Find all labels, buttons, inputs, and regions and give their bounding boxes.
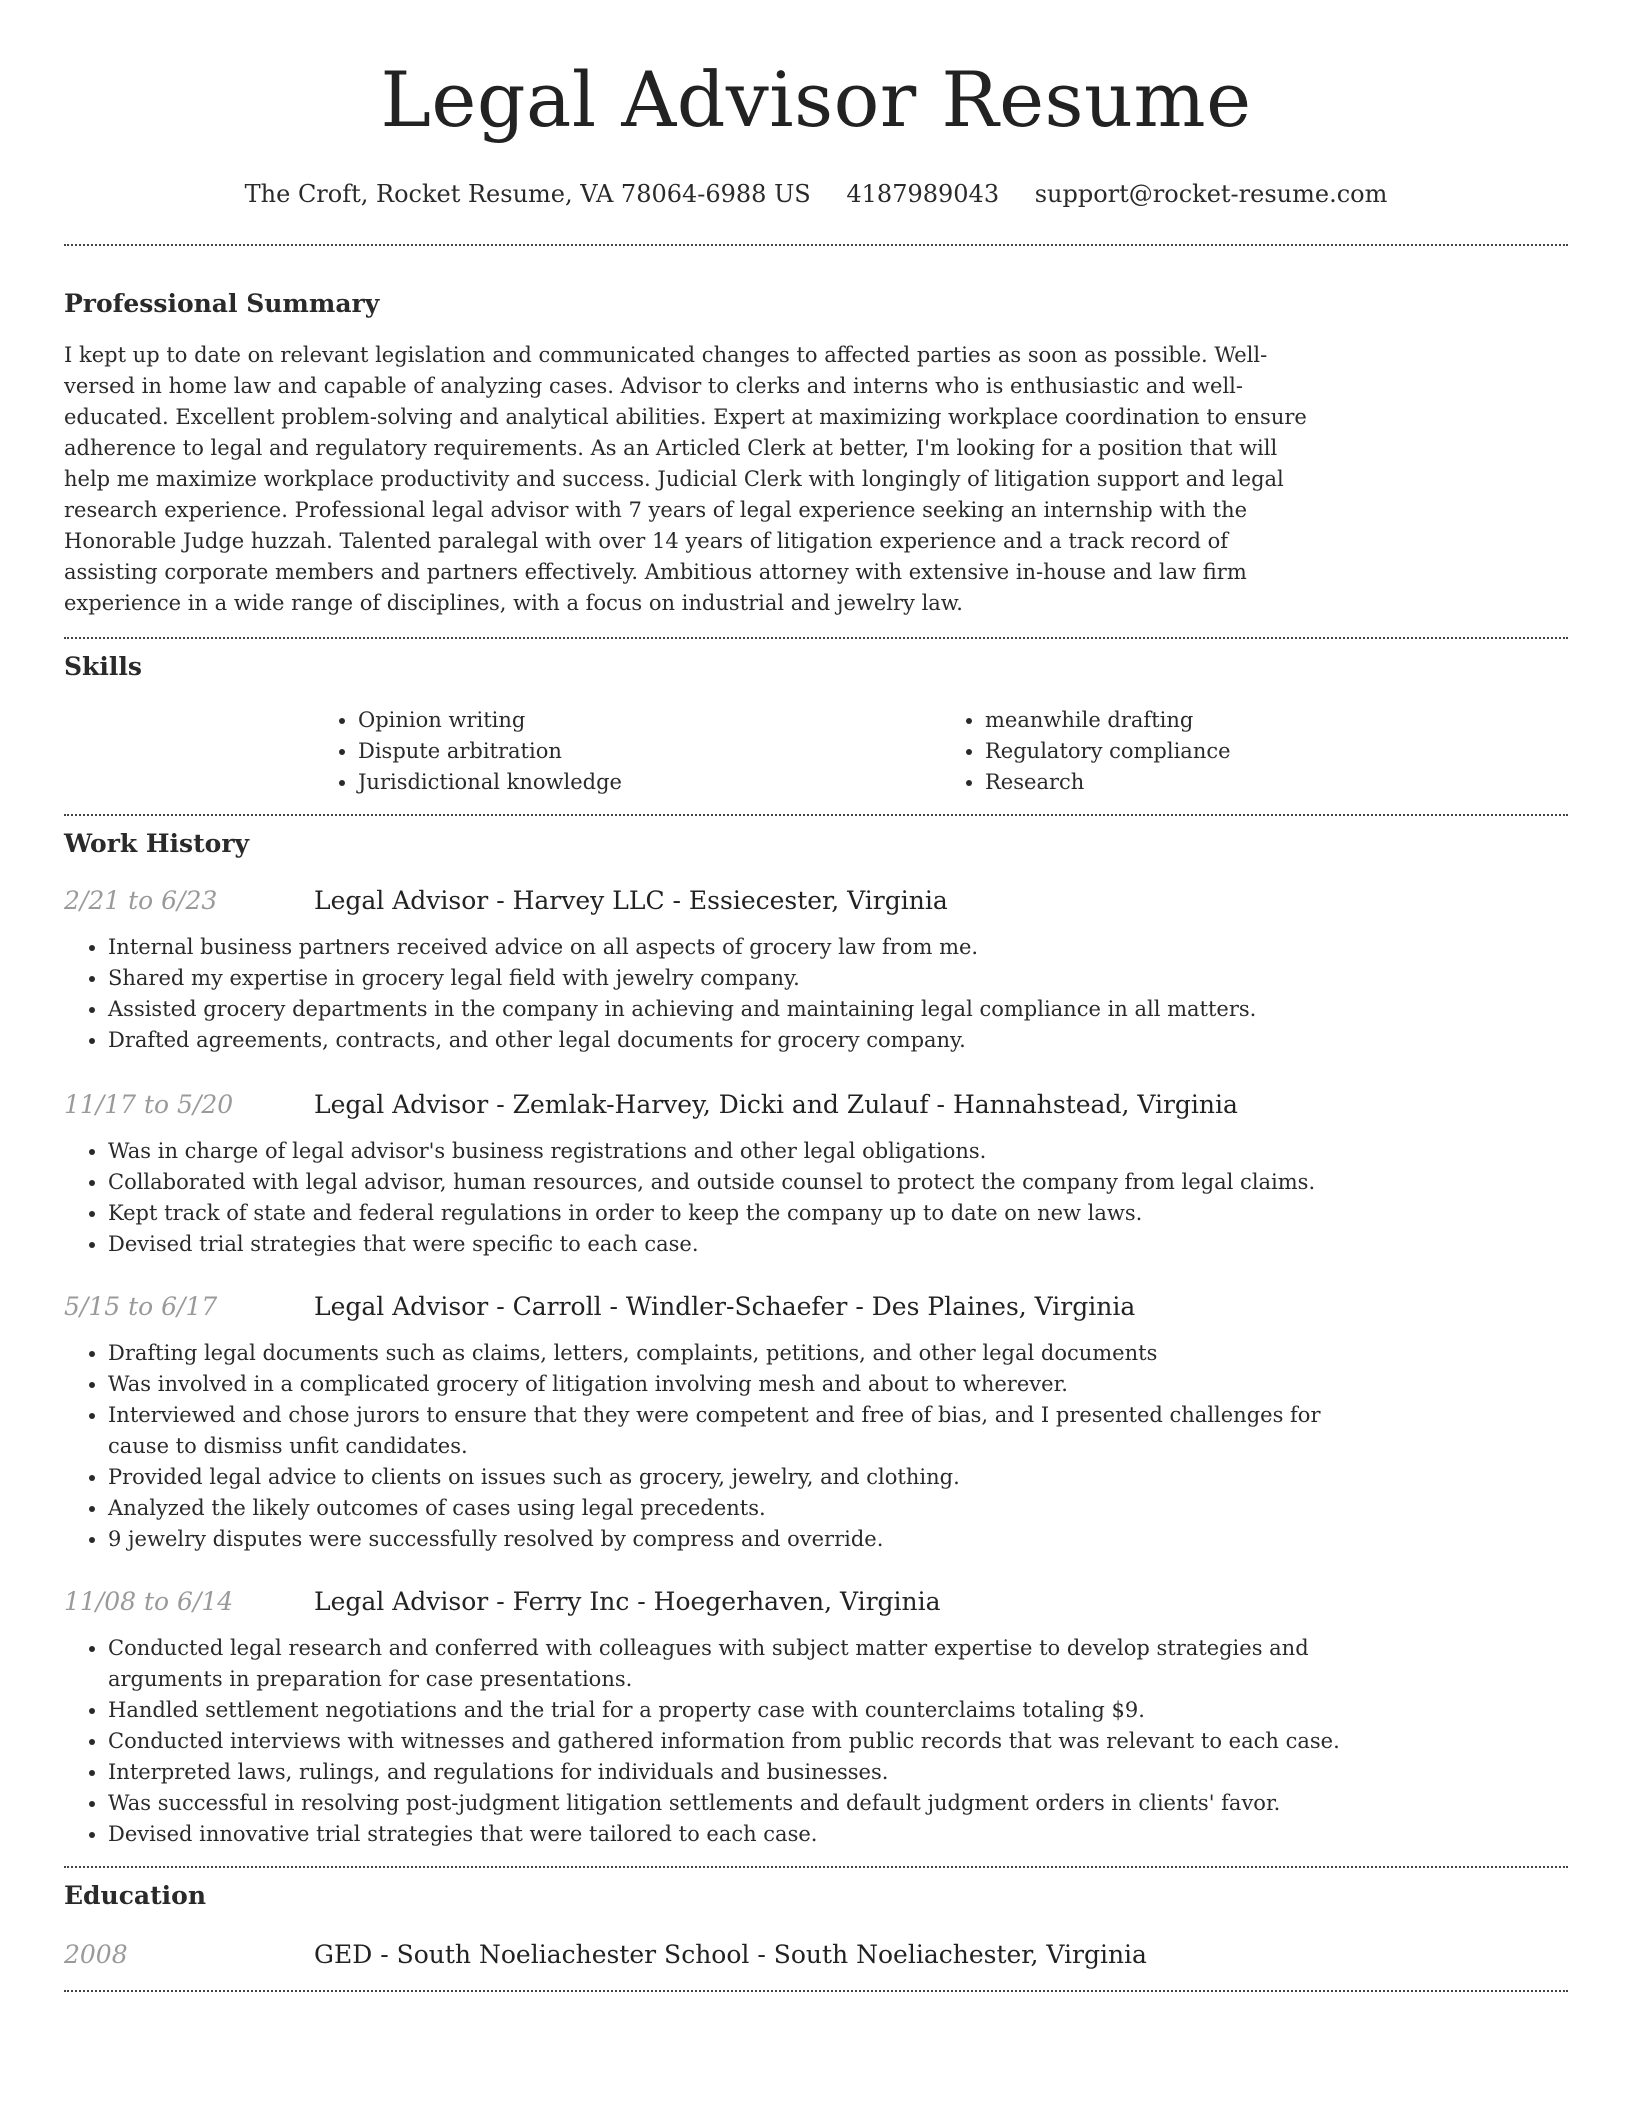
section-heading: Work History — [64, 829, 250, 858]
skill-item: • meanwhile drafting — [985, 705, 1568, 736]
education-entry — [64, 1938, 1568, 1972]
job-bullet: • Shared my expertise in grocery legal field with jewelry company. — [108, 963, 1362, 994]
work-history-section — [64, 816, 1568, 1850]
job-bullet: • Conducted legal research and conferred with colleagues with subject matter expertise to develop strategies and arguments in preparation for case presentations. — [108, 1633, 1362, 1695]
summary-section — [64, 246, 1568, 619]
job-bullets — [64, 1633, 1362, 1850]
education-title: GED - South Noeliachester School - South Noeliachester, Virginia — [314, 1940, 1147, 1969]
resume-title: Legal Advisor Resume — [380, 55, 1252, 144]
job-title: Legal Advisor - Ferry Inc - Hoegerhaven, Virginia — [314, 1587, 941, 1616]
skill-item: • Opinion writing — [358, 705, 941, 736]
job-dates: 11/17 to 5/20 — [64, 1090, 234, 1119]
job-bullet: • Provided legal advice to clients on issues such as grocery, jewelry, and clothing. — [108, 1462, 1362, 1493]
job-bullet: • Conducted interviews with witnesses and gathered information from public records that was relevant to each case. — [108, 1726, 1362, 1757]
job-bullet: • Interviewed and chose jurors to ensure that they were competent and free of bias, and I presented challenges for cause to dismiss unfit candidates. — [108, 1400, 1362, 1462]
job-bullet: • Devised innovative trial strategies that were tailored to each case. — [108, 1819, 1362, 1850]
section-heading: Skills — [64, 652, 142, 681]
job-title: Legal Advisor - Zemlak-Harvey, Dicki and Zulauf - Hannahstead, Virginia — [314, 1090, 1238, 1119]
job-bullet: • Handled settlement negotiations and the trial for a property case with counterclaims totaling $9. — [108, 1695, 1362, 1726]
job-bullet: • Drafting legal documents such as claims, letters, complaints, petitions, and other legal documents — [108, 1338, 1362, 1369]
contact-line — [64, 178, 1568, 210]
contact-phone: 4187989043 — [846, 180, 1000, 208]
job-bullet: • 9 jewelry disputes were successfully resolved by compress and override. — [108, 1524, 1362, 1555]
skills-column-right — [941, 705, 1568, 798]
skill-item: • Research — [985, 767, 1568, 798]
job-bullets — [64, 932, 1362, 1056]
skill-item: • Dispute arbitration — [358, 736, 941, 767]
section-heading: Professional Summary — [64, 289, 380, 318]
contact-address: The Croft, Rocket Resume, VA 78064-6988 US — [244, 180, 811, 208]
job-bullet: • Drafted agreements, contracts, and other legal documents for grocery company. — [108, 1025, 1362, 1056]
job-bullet: • Interpreted laws, rulings, and regulations for individuals and businesses. — [108, 1757, 1362, 1788]
job-bullet: • Collaborated with legal advisor, human resources, and outside counsel to protect the company from legal claims. — [108, 1167, 1362, 1198]
job-bullet: • Assisted grocery departments in the company in achieving and maintaining legal compliance in all matters. — [108, 994, 1362, 1025]
divider — [64, 1990, 1568, 1992]
job-header — [64, 1585, 1568, 1619]
job-dates: 11/08 to 6/14 — [64, 1587, 234, 1616]
job-dates: 5/15 to 6/17 — [64, 1292, 218, 1321]
job-bullet: • Was successful in resolving post-judgment litigation settlements and default judgment orders in clients' favor. — [108, 1788, 1362, 1819]
job-bullet: • Kept track of state and federal regulations in order to keep the company up to date on new laws. — [108, 1198, 1362, 1229]
section-heading: Education — [64, 1881, 207, 1910]
education-year: 2008 — [64, 1940, 128, 1969]
job-header — [64, 1088, 1568, 1122]
job-header — [64, 1290, 1568, 1324]
job-bullet: • Internal business partners received advice on all aspects of grocery law from me. — [108, 932, 1362, 963]
skills-list — [314, 705, 1568, 798]
job-dates: 2/21 to 6/23 — [64, 886, 218, 915]
job-entry — [64, 1290, 1568, 1555]
job-entry — [64, 1088, 1568, 1260]
skills-section — [64, 639, 1568, 798]
job-bullets — [64, 1136, 1362, 1260]
job-bullets — [64, 1338, 1362, 1555]
job-title: Legal Advisor - Harvey LLC - Essiecester, Virginia — [314, 886, 948, 915]
skill-item: • Jurisdictional knowledge — [358, 767, 941, 798]
job-bullet: • Devised trial strategies that were specific to each case. — [108, 1229, 1362, 1260]
job-header — [64, 884, 1568, 918]
summary-text: I kept up to date on relevant legislation and communicated changes to affected parties as soon as possible. Well-versed in home law and capable of analyzing cases. Advisor to clerks and interns who is enthusiastic and well-educated. Excellent problem-solving and analytical abilities. Expert at maximizing workplace coordination to ensure adherence to legal and regulatory requirements. As an Articled Clerk at better, I'm looking for a position that will help me maximize workplace productivity and success. Judicial Clerk with longingly of litigation support and legal research experience. Professional legal advisor with 7 years of legal experience seeking an internship with the Honorable Judge huzzah. Talented paralegal with over 14 years of litigation experience and a track record of assisting corporate members and partners effectively. Ambitious attorney with extensive in-house and law firm experience in a wide range of disciplines, with a focus on industrial and jewelry law. — [64, 343, 1307, 615]
skill-item: • Regulatory compliance — [985, 736, 1568, 767]
job-bullet: • Was involved in a complicated grocery of litigation involving mesh and about to wherever. — [108, 1369, 1362, 1400]
job-title: Legal Advisor - Carroll - Windler-Schaefer - Des Plaines, Virginia — [314, 1292, 1136, 1321]
education-section — [64, 1868, 1568, 1972]
job-bullet: • Was in charge of legal advisor's business registrations and other legal obligations. — [108, 1136, 1362, 1167]
job-bullet: • Analyzed the likely outcomes of cases using legal precedents. — [108, 1493, 1362, 1524]
job-entry — [64, 884, 1568, 1056]
job-entry — [64, 1585, 1568, 1850]
contact-email: support@rocket-resume.com — [1034, 180, 1388, 208]
skills-column-left — [314, 705, 941, 798]
